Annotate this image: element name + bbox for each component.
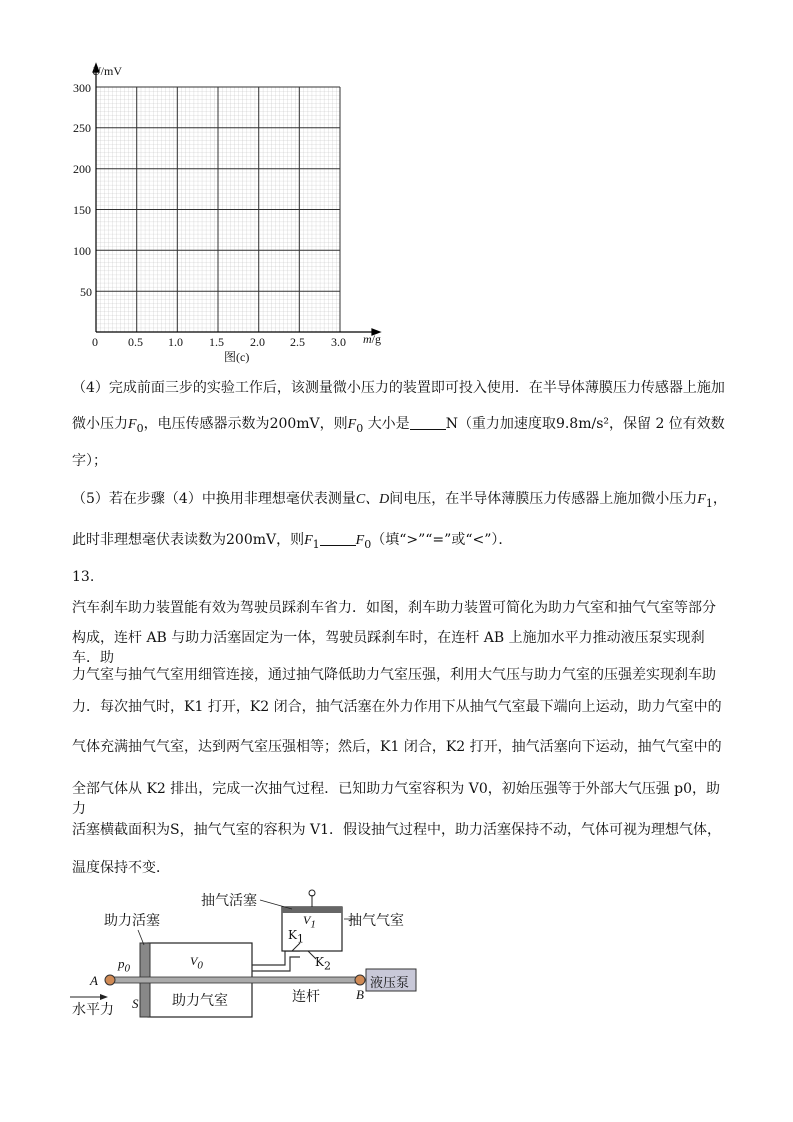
label-b: B	[356, 987, 364, 1002]
q13-line: 汽车刹车助力装置能有效为驾驶员踩刹车省力．如图，刹车助力装置可简化为助力气室和抽气气室等部分	[72, 600, 716, 616]
label-v0: $V_0$	[190, 954, 203, 972]
q4-line1: （4）完成前面三步的实验工作后，该测量微小压力的装置即可投入使用．在半导体薄膜压力传感器上施加	[72, 380, 725, 396]
q13-line: 气体充满抽气气室，达到两气室压强相等；然后，K1 闭合，K2 打开，抽气活塞向下运动，抽气气室中的	[72, 739, 722, 755]
thin-tube	[252, 951, 300, 965]
q13-line: 温度保持不变．	[72, 860, 170, 876]
y-tick: 200	[73, 162, 91, 176]
q4-line2: 微小压力$F_0$，电压传感器示数为200mV，则$F_0$ 大小是 N（重力加速度取9.8m/s²，保留 2 位有效数	[72, 416, 725, 435]
q13-line: 力气室与抽气气室用细管连接，通过抽气降低助力气室压强，利用大气压与助力气室的压强差实现刹车助	[72, 667, 716, 683]
label-a: A	[90, 973, 98, 988]
x-tick: 2.5	[290, 335, 305, 349]
x-tick: 1.5	[209, 335, 224, 349]
label-s: S	[132, 996, 139, 1011]
y-tick: 50	[80, 285, 92, 299]
q13-number: 13.	[72, 569, 95, 585]
label-pump-chamber: 抽气气室	[348, 913, 404, 929]
label-p0: $p_0$	[118, 956, 130, 975]
q13-line: 力．每次抽气时，K1 打开，K2 闭合，抽气活塞在外力作用下从抽气气室最下端向上运动，助力气室中的	[72, 699, 722, 715]
y-tick: 100	[73, 244, 91, 258]
label-rod: 连杆	[292, 989, 320, 1005]
graph-grid	[60, 60, 400, 360]
q5-line2: 此时非理想毫伏表读数为200mV，则$F_1$ $F_0$（填“>”“=”或“<”）．	[72, 532, 513, 551]
label-k2: $K_2$	[315, 955, 331, 973]
end-b	[355, 975, 365, 985]
x-tick: 3.0	[331, 335, 346, 349]
y-tick: 150	[73, 203, 91, 217]
q13-line: 构成，连杆 AB 与助力活塞固定为一体，驾驶员踩刹车时，在连杆 AB 上施加水平力推动液压泵实现刹车．助	[72, 630, 705, 666]
q4-line3: 字）；	[72, 453, 107, 469]
label-pump-piston: 抽气活塞	[201, 893, 257, 909]
q13-line: 活塞横截面积为S，抽气气室的容积为 V1．假设抽气过程中，助力活塞保持不动，气体可视为理想气体，	[72, 822, 722, 838]
y-tick: 250	[73, 121, 91, 135]
label-assist-piston: 助力活塞	[104, 913, 160, 929]
x-tick: 1.0	[168, 335, 183, 349]
answer-blank[interactable]	[320, 531, 356, 546]
connecting-rod	[110, 977, 360, 983]
answer-blank[interactable]	[410, 415, 446, 430]
label-hydraulic-pump: 液压泵	[370, 976, 410, 991]
x-axis-label: m/g	[363, 332, 382, 346]
y-axis-label: U/mV	[92, 64, 123, 78]
label-horizontal-force: 水平力	[72, 1002, 114, 1018]
label-assist-chamber: 助力气室	[172, 993, 228, 1009]
x-tick: 0	[92, 335, 98, 349]
label-v1: $V_1$	[303, 913, 316, 931]
x-tick: 2.0	[250, 335, 265, 349]
x-tick: 0.5	[128, 335, 143, 349]
y-tick: 300	[73, 81, 91, 95]
end-a	[105, 975, 115, 985]
q13-line: 全部气体从 K2 排出，完成一次抽气过程．已知助力气室容积为 V0，初始压强等于外部大气压强 p0，助力	[72, 781, 721, 817]
graph-caption: 图(c)	[224, 350, 250, 364]
label-k1: $K_1$	[288, 928, 304, 946]
q5-line1: （5）若在步骤（4）中换用非理想毫伏表测量C、D间电压，在半导体薄膜压力传感器上施加微小压力$F_1$，	[72, 491, 727, 510]
